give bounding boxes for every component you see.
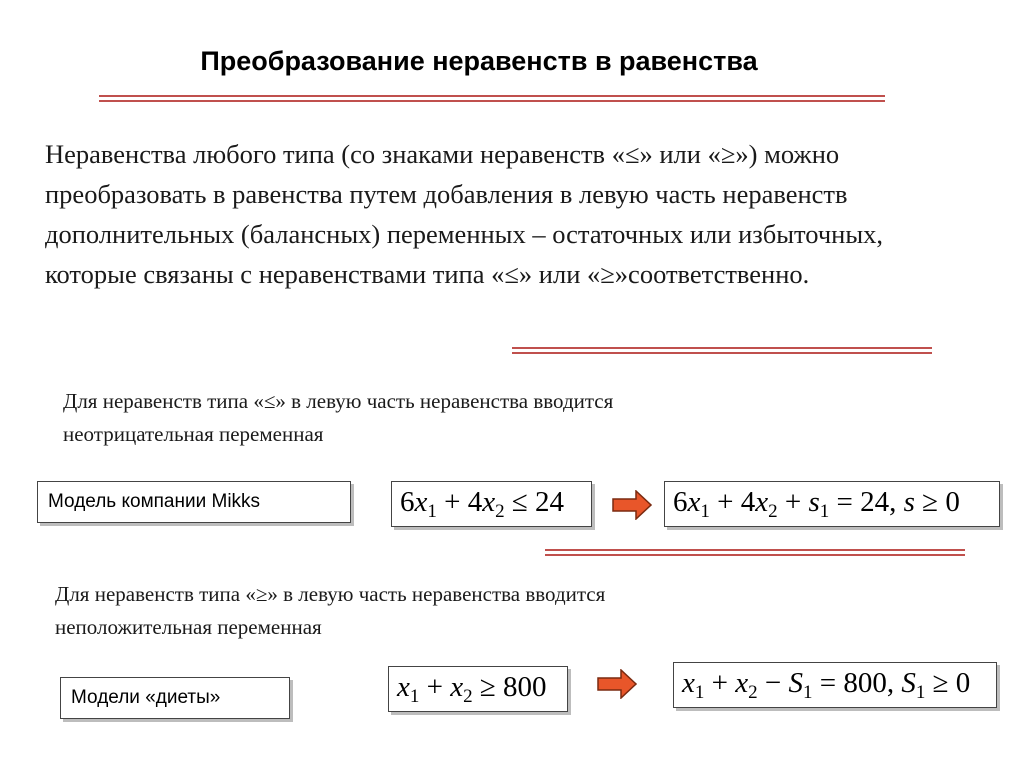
formula-text: $x_1 + x_2 - S_1 = 800$, $S_1 \ge 0$ — [682, 667, 971, 703]
section2-note — [55, 578, 955, 644]
section2-note-line1: Для неравенств типа «≥» в левую часть неравенства вводится — [55, 582, 606, 606]
mikks-equality — [664, 481, 1000, 527]
formula-text: $6x_1 + 4x_2 \le 24$ — [400, 486, 565, 522]
diet-inequality — [388, 666, 568, 712]
diet-model-label: Модели «диеты» — [60, 677, 290, 719]
title-underline — [99, 95, 885, 102]
formula-text: $6x_1 + 4x_2 + s_1 = 24$, s ≥ 0 — [673, 486, 960, 522]
section1-note-line2: неотрицательная переменная — [63, 422, 324, 446]
arrow-shape — [598, 670, 636, 698]
right-arrow-icon — [597, 669, 637, 699]
mikks-inequality — [391, 481, 592, 527]
section1-underline — [545, 549, 965, 556]
section1-note — [63, 385, 963, 451]
formula-text: $x_1 + x_2 \ge 800$ — [397, 671, 547, 707]
page-title: Преобразование неравенств в равенства — [200, 46, 758, 76]
right-arrow-icon — [612, 490, 652, 520]
mikks-model-label: Модель компании Mikks — [37, 481, 351, 523]
section2-note-line2: неположительная переменная — [55, 615, 322, 639]
section1-note-line1: Для неравенств типа «≤» в левую часть неравенства вводится — [63, 389, 614, 413]
paragraph-underline — [512, 347, 932, 354]
diet-equality — [673, 662, 997, 708]
intro-paragraph: Неравенства любого типа (со знаками неравенств «≤» или «≥») можно преобразовать в равенства путем добавления в левую часть неравенств дополнительных (балансных) переменных – остаточных или избыточных, которые связаны с неравенствами типа «≤» или «≥»соответственно. — [45, 139, 884, 289]
arrow-shape — [613, 491, 651, 519]
